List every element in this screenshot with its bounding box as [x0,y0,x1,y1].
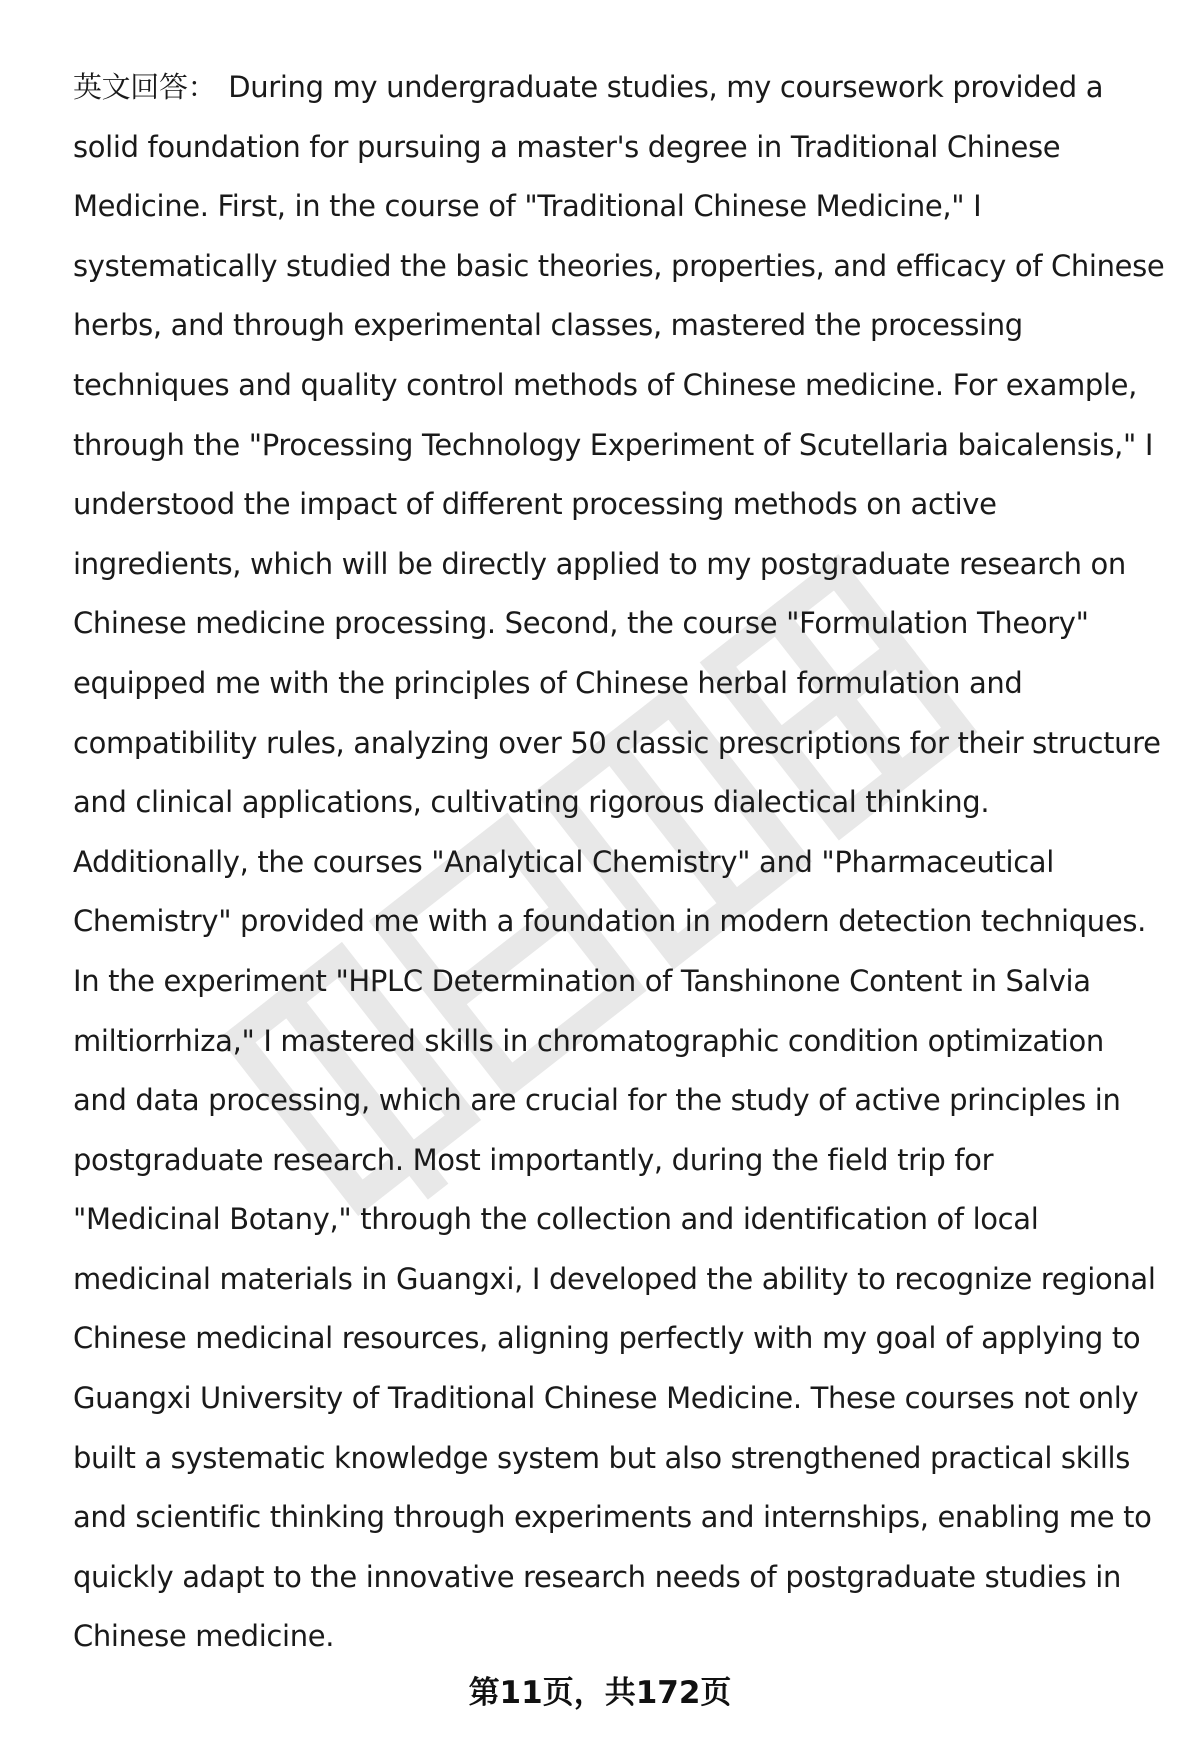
text-line-4: systematically studied the basic theories, properties, and efficacy of Chinese [73,248,1165,283]
text-line-9: ingredients, which will be directly applied to my postgraduate research on [73,546,1126,581]
text-line-20: "Medicinal Botany," through the collection and identification of local [73,1202,1039,1237]
page-number: 第11页，共172页 [468,1675,732,1711]
text-line-25: and scientific thinking through experiments and internships, enabling me to [73,1500,1152,1535]
text-line-22: Chinese medicinal resources, aligning perfectly with my goal of applying to [73,1321,1141,1356]
text-line-1 [73,58,1173,118]
text-line-14: Additionally, the courses "Analytical Chemistry" and "Pharmaceutical [73,844,1054,879]
answer-prefix: 英文回答： [73,70,217,104]
text-line-7: through the "Processing Technology Experiment of Scutellaria baicalensis," I [73,427,1154,462]
text-line-6: techniques and quality control methods of Chinese medicine. For example, [73,367,1138,402]
text-line-23: Guangxi University of Traditional Chinese Medicine. These courses not only [73,1381,1139,1416]
text-line-11: equipped me with the principles of Chinese herbal formulation and [73,665,1023,700]
text-line-8: understood the impact of different processing methods on active [73,487,997,522]
text-line-10: Chinese medicine processing. Second, the course "Formulation Theory" [73,606,1089,641]
text-line-26: quickly adapt to the innovative research needs of postgraduate studies in [73,1559,1122,1594]
text-line-13: and clinical applications, cultivating rigorous dialectical thinking. [73,785,990,820]
text-line-17: miltiorrhiza," I mastered skills in chromatographic condition optimization [73,1023,1104,1058]
text-line-1-content: During my undergraduate studies, my coursework provided a [228,70,1104,104]
text-line-15: Chemistry" provided me with a foundation in modern detection techniques. [73,904,1146,939]
text-line-19: postgraduate research. Most importantly, during the field trip for [73,1142,994,1177]
text-line-12: compatibility rules, analyzing over 50 classic prescriptions for their structure [73,725,1161,760]
text-line-3: Medicine. First, in the course of "Traditional Chinese Medicine," I [73,189,982,224]
text-line-16: In the experiment "HPLC Determination of Tanshinone Content in Salvia [73,963,1091,998]
text-line-18: and data processing, which are crucial for the study of active principles in [73,1083,1121,1118]
text-line-27: Chinese medicine. [73,1619,335,1654]
text-line-24: built a systematic knowledge system but also strengthened practical skills [73,1440,1131,1475]
document-page [73,58,1173,1658]
text-line-5: herbs, and through experimental classes, mastered the processing [73,308,1023,343]
text-line-2: solid foundation for pursuing a master's degree in Traditional Chinese [73,129,1061,164]
text-line-21: medicinal materials in Guangxi, I developed the ability to recognize regional [73,1261,1156,1296]
